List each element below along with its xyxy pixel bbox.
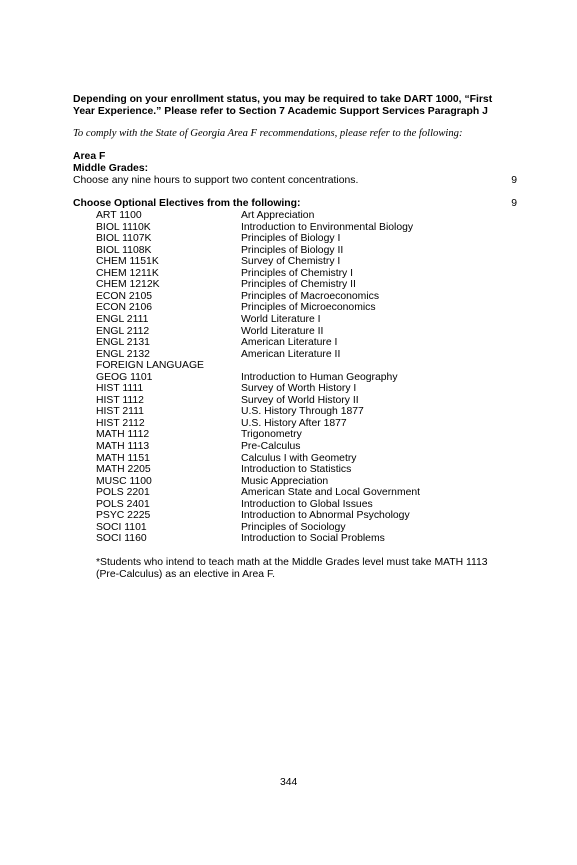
course-code: HIST 1111 [96,383,144,395]
course-row [0,372,577,384]
compliance-note: To comply with the State of Georgia Area F recommendations, please refer to the following: [73,128,463,139]
course-code: ENGL 2131 [96,337,150,349]
course-row [0,429,577,441]
footnote-line-2: (Pre-Calculus) as an elective in Area F. [96,569,276,580]
course-title: Principles of Sociology [241,521,346,533]
footnote-line-1: *Students who intend to teach math at the Middle Grades level must take MATH 1113 [96,557,488,568]
course-code: HIST 1112 [96,394,144,406]
course-title: Introduction to Abnormal Psychology [241,510,410,522]
course-code: BIOL 1110K [96,221,151,233]
course-row [0,476,577,488]
course-title: American Literature II [241,348,341,360]
course-code: ENGL 2111 [96,313,149,325]
course-row [0,533,577,545]
course-row [0,418,577,430]
course-row [0,314,577,326]
course-title: Introduction to Environmental Biology [241,221,414,233]
course-title: Principles of Chemistry I [241,267,354,279]
course-code: MUSC 1100 [96,475,152,487]
course-row [0,510,577,522]
course-code: HIST 2111 [96,406,144,418]
course-code: MATH 1113 [96,441,150,452]
course-title: Art Appreciation [241,210,315,221]
course-code: SOCI 1160 [96,533,147,545]
course-title: Survey of Chemistry I [241,256,341,268]
course-title: Pre-Calculus [241,441,301,452]
course-code: MATH 1151 [96,452,150,464]
course-row [0,279,577,291]
course-title: World Literature I [241,313,321,325]
intro-line-2: Year Experience.” Please refer to Section 7 Academic Support Services Paragraph J [73,106,488,117]
course-row [0,268,577,280]
course-row [0,453,577,465]
course-code: HIST 2112 [96,417,145,429]
course-title: Survey of Worth History I [241,383,357,395]
course-code: GEOG 1101 [96,371,153,383]
course-code: BIOL 1108K [96,244,152,256]
course-title: Calculus I with Geometry [241,452,357,464]
course-row [0,406,577,418]
electives-hours: 9 [511,198,517,209]
course-title: American Literature I [241,337,338,349]
program-title: Middle Grades: [73,163,149,174]
course-row [0,522,577,534]
course-title: Introduction to Global Issues [241,498,373,510]
course-row [0,395,577,407]
course-row [0,383,577,395]
course-title: Introduction to Statistics [241,464,352,476]
electives-heading: Choose Optional Electives from the following: [73,198,301,209]
course-code: POLS 2401 [96,498,150,510]
course-title: Principles of Biology II [241,244,344,256]
course-code: ENGL 2132 [96,348,150,360]
course-row [0,349,577,361]
page-number: 344 [280,777,298,788]
course-row [0,245,577,257]
course-title: U.S. History After 1877 [241,417,347,429]
course-code: MATH 1112 [96,429,150,441]
course-title: Principles of Chemistry II [241,279,356,291]
course-row [0,256,577,268]
course-title: Music Appreciation [241,475,329,487]
course-title: Introduction to Human Geography [241,371,398,383]
course-title: Principles of Macroeconomics [241,290,380,302]
course-row [0,441,577,453]
course-row [0,360,577,372]
course-code: FOREIGN LANGUAGE [96,360,204,372]
course-code: ECON 2106 [96,302,153,314]
course-title: U.S. History Through 1877 [241,406,364,418]
course-code: ECON 2105 [96,290,153,302]
course-code: CHEM 1212K [96,279,160,291]
course-row [0,210,577,222]
course-row [0,302,577,314]
course-code: POLS 2201 [96,487,150,499]
course-title: Survey of World History II [241,394,359,406]
course-title: Principles of Biology I [241,233,341,245]
course-code: MATH 2205 [96,464,151,476]
course-code: ENGL 2112 [96,325,150,337]
course-row [0,291,577,303]
course-row [0,464,577,476]
course-code: BIOL 1107K [96,233,152,245]
course-row [0,337,577,349]
area-title: Area F [73,151,106,162]
course-row [0,222,577,234]
course-title: American State and Local Government [241,487,421,499]
intro-line-1: Depending on your enrollment status, you may be required to take DART 1000, “First [73,94,493,105]
requirement-text: Choose any nine hours to support two content concentrations. [73,175,359,186]
course-code: CHEM 1151K [96,256,159,268]
course-code: CHEM 1211K [96,267,159,279]
course-title: Principles of Microeconomics [241,302,376,314]
course-row [0,233,577,245]
requirement-hours: 9 [511,175,517,186]
course-row [0,499,577,511]
course-code: SOCI 1101 [96,521,147,533]
course-code: PSYC 2225 [96,510,151,522]
course-row [0,487,577,499]
course-row [0,326,577,338]
course-title: World Literature II [241,325,324,337]
course-title: Introduction to Social Problems [241,533,385,545]
course-title: Trigonometry [241,429,302,441]
course-code: ART 1100 [96,210,142,221]
